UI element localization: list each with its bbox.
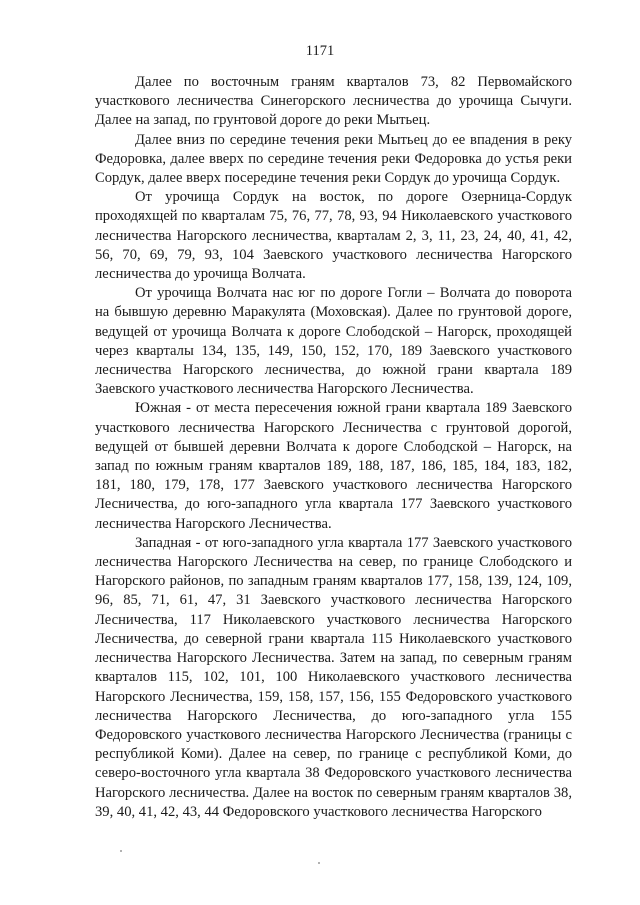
scan-speck	[120, 850, 122, 852]
paragraph: От урочища Волчата нас юг по дороге Гогли – Волчата до поворота на бывшую деревню Маракулята (Моховская). Далее по грунтовой дороге, ведущей от урочища Волчата к дороге Слободской – Нагорск, проходящей через кварталы 134, 135, 149, 150, 152, 170, 189 Заевского участкового лесничества Нагорского лесничества, до южной грани квартала 189 Заевского участкового лесничества Нагорского Лесничества.	[95, 285, 572, 398]
page-number: 1171	[305, 43, 335, 59]
scan-speck	[318, 862, 320, 864]
paragraph: Южная - от места пересечения южной грани квартала 189 Заевского участкового лесничества Нагорского Лесничества с грунтовой дорогой, ведущей от бывшей деревни Волчата к дороге Слободской – Нагорск, на запад по южным граням кварталов 189, 188, 187, 186, 185, 184, 183, 182, 181, 180, 179, 178, 177 Заевского участкового лесничества Нагорского Лесничества, до юго-западного угла квартала 177 Заевского участкового лесничества Нагорского Лесничества.	[95, 400, 572, 532]
paragraph: От урочища Сордук на восток, по дороге Озерница-Сордук проходяхщей по кварталам 75, 76, 77, 78, 93, 94 Николаевского участкового лесничества Нагорского лесничества, кварталам 2, 3, 11, 23, 24, 40, 41, 42, 56, 70, 69, 79, 93, 104 Заевского участкового лесничества Нагорского лесничества до урочища Волчата.	[95, 189, 572, 283]
document-body	[95, 73, 572, 822]
paragraph: Западная - от юго-западного угла квартала 177 Заевского участкового лесничества Нагорского Лесничества на север, по границе Слободского и Нагорского районов, по западным граням кварталов 177, 158, 139, 124, 109, 96, 85, 71, 61, 47, 31 Заевского участкового лесничества Нагорского Лесничества, 117 Николаевского участкового лесничества Нагорского Лесничества, до северной грани квартала 115 Николаевского участкового лесничества Нагорского Лесничества. Затем на запад, по северным граням кварталов 115, 102, 101, 100 Николаевского участкового лесничества Нагорского Лесничества, 159, 158, 157, 156, 155 Федоровского участкового лесничества Нагорского Лесничества, до юго-западного угла 155 Федоровского участкового лесничества Нагорского Лесничества (границы с республикой Коми). Далее на север, по границе с республикой Коми, до северо-восточного угла квартала 38 Федоровского участкового лесничества Нагорского лесничества. Далее на восток по северным граням кварталов 38, 39, 40, 41, 42, 43, 44 Федоровского участкового лесничества Нагорского	[95, 534, 572, 820]
paragraph: Далее вниз по середине течения реки Мытьец до ее впадения в реку Федоровка, далее вверх по середине течения реки Федоровка до устья реки Сордук, далее вверх посередине течения реки Сордук до урочища Сордук.	[95, 131, 572, 187]
paragraph: Далее по восточным граням кварталов 73, 82 Первомайского участкового лесничества Синегорского лесничества до урочища Сычуги. Далее на запад, по грунтовой дороге до реки Мытьец.	[95, 74, 572, 129]
